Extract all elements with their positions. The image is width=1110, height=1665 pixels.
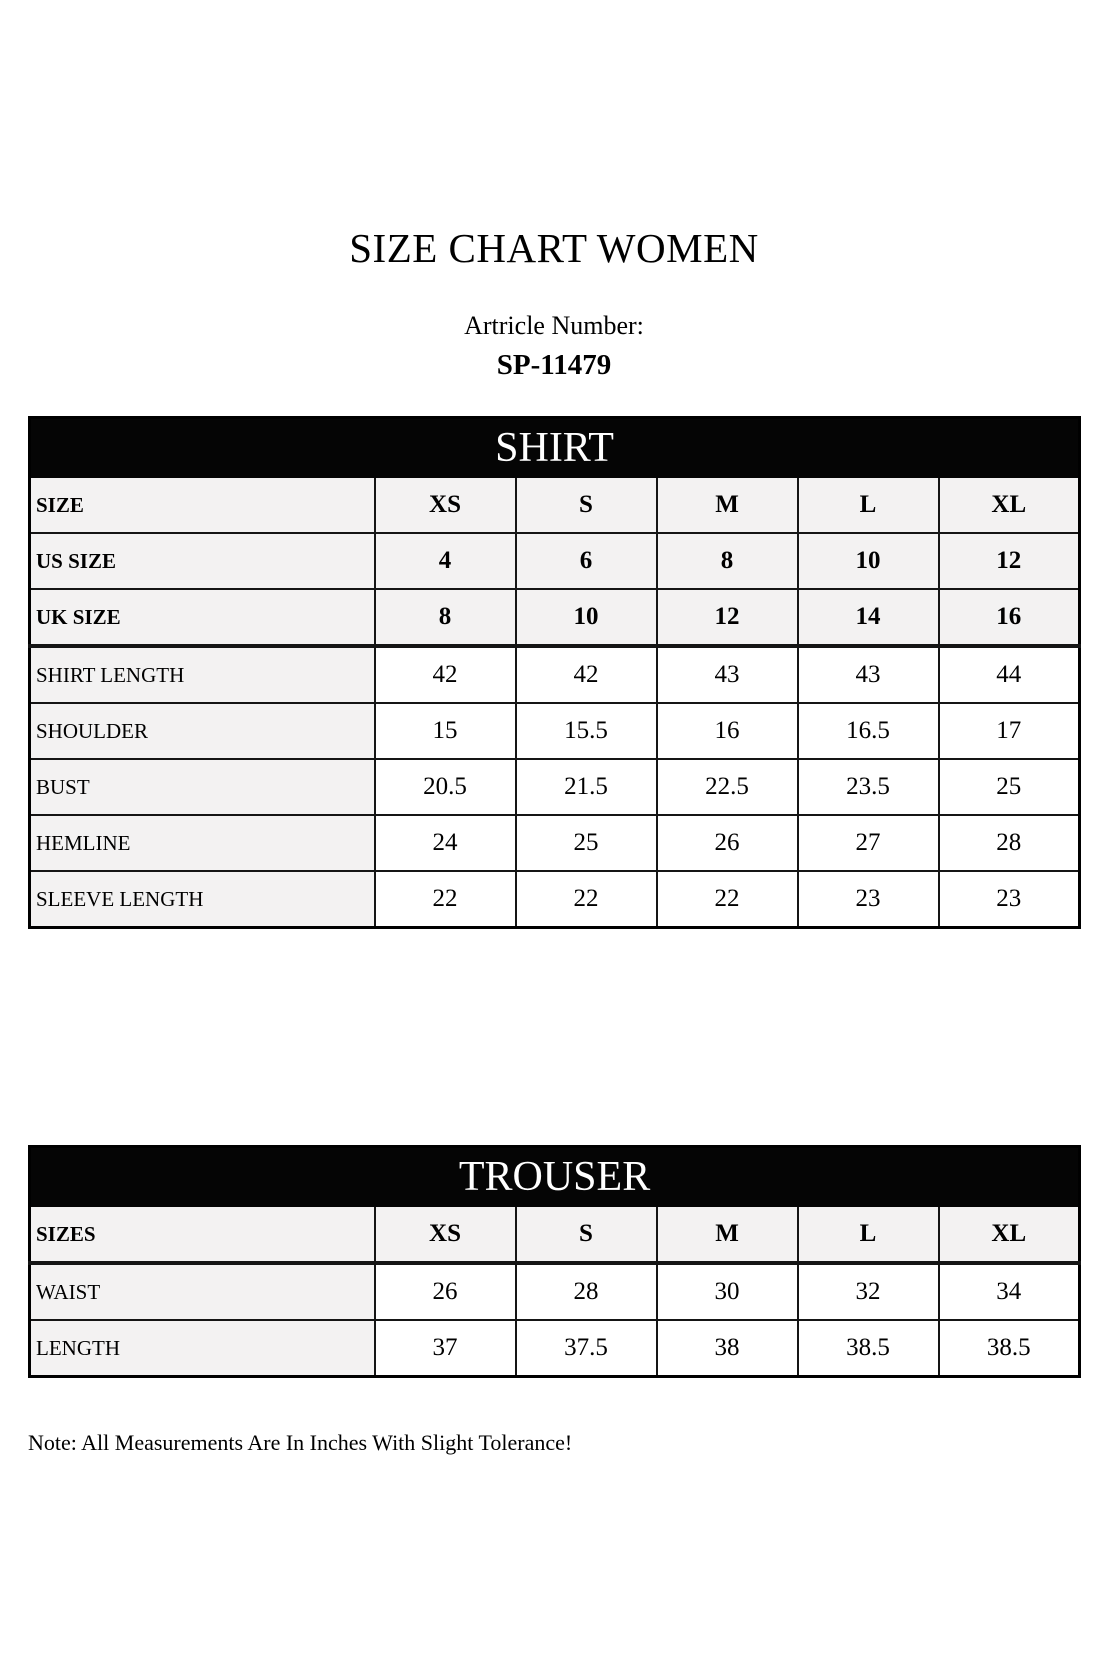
table-row xyxy=(30,703,1080,759)
value-cell: 38.5 xyxy=(939,1320,1080,1377)
value-cell: 10 xyxy=(798,533,939,589)
value-cell: 32 xyxy=(798,1263,939,1320)
table-row xyxy=(30,815,1080,871)
shirt-table-title: SHIRT xyxy=(30,418,1080,478)
value-cell: 25 xyxy=(516,815,657,871)
value-cell: 8 xyxy=(375,589,516,646)
row-label-cell: SHIRT LENGTH xyxy=(30,646,375,703)
row-label-cell: BUST xyxy=(30,759,375,815)
value-cell: 22 xyxy=(375,871,516,928)
value-cell: 44 xyxy=(939,646,1080,703)
shirt-table-body xyxy=(30,418,1080,928)
value-cell: 22 xyxy=(657,871,798,928)
value-cell: 43 xyxy=(798,646,939,703)
row-label-cell: HEMLINE xyxy=(30,815,375,871)
value-cell: 37 xyxy=(375,1320,516,1377)
value-cell: XL xyxy=(939,1206,1080,1263)
value-cell: 38 xyxy=(657,1320,798,1377)
value-cell: 6 xyxy=(516,533,657,589)
value-cell: 20.5 xyxy=(375,759,516,815)
page-title: SIZE CHART WOMEN xyxy=(349,225,759,271)
value-cell: 14 xyxy=(798,589,939,646)
measurement-note: Note: All Measurements Are In Inches With Slight Tolerance! xyxy=(28,1430,573,1455)
trouser-table-title-band xyxy=(30,1147,1080,1207)
document-header xyxy=(28,0,1080,380)
article-number-value: SP-11479 xyxy=(496,349,612,381)
table-row xyxy=(30,646,1080,703)
value-cell: 24 xyxy=(375,815,516,871)
value-cell: 15.5 xyxy=(516,703,657,759)
value-cell: 43 xyxy=(657,646,798,703)
value-cell: S xyxy=(516,1206,657,1263)
value-cell: 12 xyxy=(939,533,1080,589)
row-label-cell: LENGTH xyxy=(30,1320,375,1377)
value-cell: M xyxy=(657,1206,798,1263)
row-label-cell: US SIZE xyxy=(30,533,375,589)
row-label-cell: SHOULDER xyxy=(30,703,375,759)
trouser-table-title: TROUSER xyxy=(30,1147,1080,1207)
value-cell: 25 xyxy=(939,759,1080,815)
value-cell: L xyxy=(798,477,939,533)
row-label-cell: SIZE xyxy=(30,477,375,533)
value-cell: 23 xyxy=(939,871,1080,928)
value-cell: 8 xyxy=(657,533,798,589)
value-cell: 42 xyxy=(516,646,657,703)
value-cell: XL xyxy=(939,477,1080,533)
trouser-table-body xyxy=(30,1147,1080,1377)
value-cell: 30 xyxy=(657,1263,798,1320)
table-row xyxy=(30,477,1080,533)
value-cell: 21.5 xyxy=(516,759,657,815)
table-row xyxy=(30,871,1080,928)
trouser-size-table xyxy=(28,1145,1081,1378)
table-row xyxy=(30,1263,1080,1320)
value-cell: 42 xyxy=(375,646,516,703)
value-cell: XS xyxy=(375,477,516,533)
value-cell: 16 xyxy=(939,589,1080,646)
size-chart-document xyxy=(28,0,1080,1456)
table-row xyxy=(30,533,1080,589)
value-cell: 15 xyxy=(375,703,516,759)
value-cell: S xyxy=(516,477,657,533)
value-cell: 17 xyxy=(939,703,1080,759)
value-cell: M xyxy=(657,477,798,533)
row-label-cell: UK SIZE xyxy=(30,589,375,646)
row-label-cell: WAIST xyxy=(30,1263,375,1320)
shirt-table-title-band xyxy=(30,418,1080,478)
value-cell: 23 xyxy=(798,871,939,928)
value-cell: L xyxy=(798,1206,939,1263)
value-cell: 37.5 xyxy=(516,1320,657,1377)
table-row xyxy=(30,759,1080,815)
value-cell: 34 xyxy=(939,1263,1080,1320)
value-cell: 38.5 xyxy=(798,1320,939,1377)
value-cell: 10 xyxy=(516,589,657,646)
value-cell: 16 xyxy=(657,703,798,759)
table-row xyxy=(30,1320,1080,1377)
table-row xyxy=(30,589,1080,646)
value-cell: 22 xyxy=(516,871,657,928)
value-cell: 22.5 xyxy=(657,759,798,815)
value-cell: 12 xyxy=(657,589,798,646)
shirt-size-table xyxy=(28,416,1081,929)
value-cell: 27 xyxy=(798,815,939,871)
value-cell: 4 xyxy=(375,533,516,589)
row-label-cell: SIZES xyxy=(30,1206,375,1263)
value-cell: 26 xyxy=(657,815,798,871)
value-cell: XS xyxy=(375,1206,516,1263)
value-cell: 16.5 xyxy=(798,703,939,759)
value-cell: 23.5 xyxy=(798,759,939,815)
value-cell: 28 xyxy=(939,815,1080,871)
article-number-label: Artricle Number: xyxy=(464,311,644,340)
table-row xyxy=(30,1206,1080,1263)
row-label-cell: SLEEVE LENGTH xyxy=(30,871,375,928)
value-cell: 28 xyxy=(516,1263,657,1320)
value-cell: 26 xyxy=(375,1263,516,1320)
